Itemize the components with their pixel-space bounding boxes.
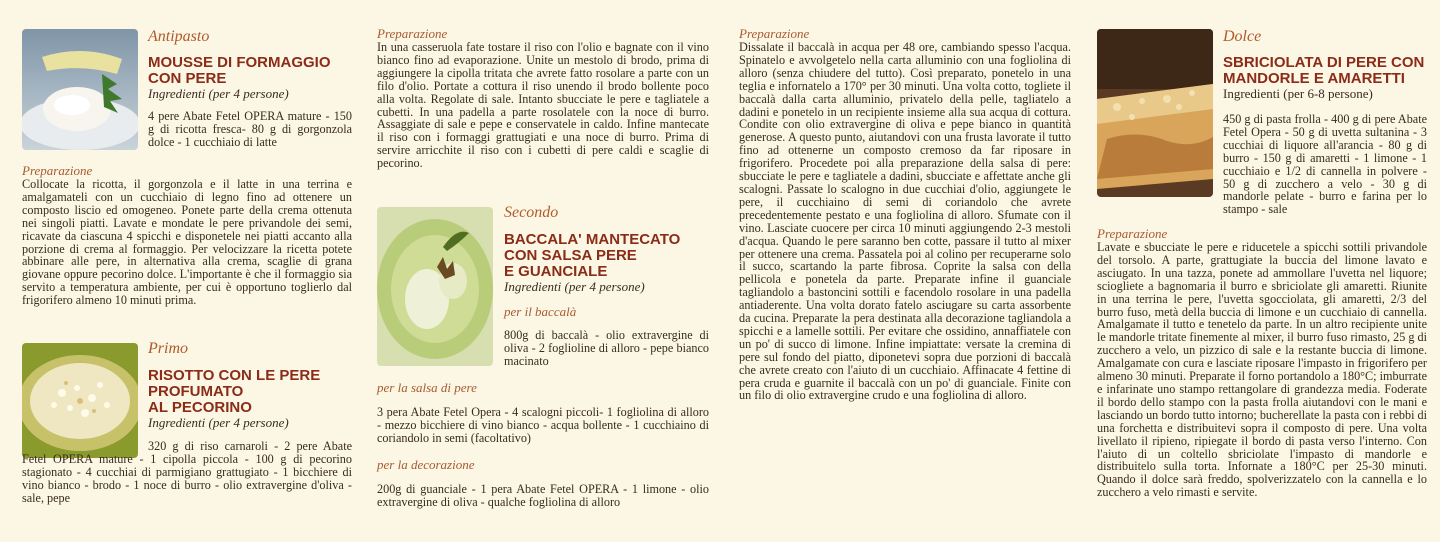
sub-label-decorazione: per la decorazione — [377, 457, 475, 472]
preparation-text: Collocate la ricotta, il gorgonzola e il latte in una terrina e amalgamateli con un cucchiaio di legno fino ad ottenere un composto liscio ed omogeneo. Ponete parte della crema ottenuta nei singoli piatti. Lavate e mondate le pere privandole dei semi, ricavate da ciascuna 4 spicchi e disponetele nei piatti accanto alla porzione di crema al formaggio. Per velocizzare la ricetta potete abbinare alle pere, in alternativa alla crema, scaglie di grana giovane oppure pecorino dolce. L'importante è che il formaggio sia servito a temperatura ambiente, per cui è opportuno toglierlo dal frigorifero almeno 10 minuti prima. — [22, 177, 352, 308]
course-label-antipasto: Antipasto — [148, 28, 210, 45]
recipe-title-sbriciolata: SBRICIOLATA DI PERE CON MANDORLE E AMARETTI — [1223, 54, 1425, 87]
ingredients-text: 4 pere Abate Fetel OPERA mature - 150 g di ricotta fresca- 80 g di gorgonzola dolce - 1 cucchiaio di latte — [148, 109, 352, 149]
ingredients-text: 450 g di pasta frolla - 400 g di pere Abate Fetel Opera - 50 g di uvetta sultanina - 3 cucchiai di liquore all'arancia - 80 g di burro - 150 g di amaretti - 1 limone - 1 cucchiaio e 1/2 di cannella in polvere - 50 g di zucchero a velo - 30 g di mandorle pelate - burro e farina per lo stampo - sale — [1223, 112, 1427, 217]
preparation-text: Lavate e sbucciate le pere e riducetele a spicchi sottili privandole del torsolo. A parte, grattugiate la buccia del limone lavato e asciugato. In una tazza, ponete ad ammollare l'uvetta nel liquore; sciogliete a bagnomaria il burro e sbriciolate gli amaretti. Riunite in una terrina le pere, l'uvetta sgocciolata, gli amaretti, 2/3 del burro fuso, metà della buccia di limone e un cucchiaio di cannella. Amalgamate il tutto e tenetelo da parte. In un altro recipiente unite le mandorle tritate finemente al mixer, il burro fuso rimasto, 25 g di zucchero a velo, un pizzico di sale e la restante buccia di limone. Amalgamate con cura e lasciate riposare l'impasto in frigorifero per almeno 30 minuti. Preparate il forno portandolo a 180°C; imburrate e infarinate uno stampo rettangolare di grandezza media. Foderate il bordo dello stampo con la pasta frolla aiutandovi con le mani e lasciando un bordo tutto intorno; bucherellate la pasta con i rebbi di una forchetta e distribuitevi sopra il composto di pere. Una volta livellato il ripieno, ripiegate il bordo di pasta verso l'interno. Con l'aiuto di un coltello sbriciolate l'impasto di mandorle e distribuitelo sulla torta. Infornate a 180°C per 25-30 minuti. Quando il dolce sarà freddo, spolverizzatelo con la cannella e lo zucchero a velo rimasti e servite. — [1097, 240, 1427, 500]
preparazione-label: Preparazione — [739, 26, 810, 41]
recipe-title-risotto: RISOTTO CON LE PERE PROFUMATO AL PECORINO — [148, 367, 321, 416]
ingredients-header: Ingredienti (per 4 persone) — [504, 279, 645, 294]
ingredients-header: Ingredienti (per 6-8 persone) — [1223, 86, 1373, 101]
ingredients-text: 320 g di riso carnaroli - 2 pere Abate Fetel OPERA mature - 1 cipolla piccola - 100 g di pecorino stagionato - 4 cucchiai di parmigiano grattugiato - 1 bicchiere di vino bianco - brodo - 1 noce di burro - olio extravergine d'oliva - sale, pepe — [22, 439, 352, 505]
column-risotto-prep-secondo — [377, 0, 709, 542]
course-label-secondo: Secondo — [504, 204, 559, 221]
mousse-photo — [22, 29, 138, 150]
sub-label-salsa: per la salsa di pere — [377, 380, 477, 395]
preparation-text: In una casseruola fate tostare il riso con l'olio e bagnate con il vino bianco fino ad evaporazione. Unite un mestolo di brodo, prima di aggiungere la cipolla tritata che avrete fatto rosolare a parte con un filo d'olio. Portate a cottura il riso unendo il brodo bollente poco alla volta. Regolate di sale. Intanto sbucciate le pere e tagliatele a cubetti. In una padella a parte rosolatele con la noce di burro. Assaggiate di sale e pepe e conservatele in caldo. Infine mantecate il riso con i formaggi grattugiati e una noce di burro. Prima di servire arricchite il riso con i cubetti di pere caldi e scaglie di pecorino. — [377, 40, 709, 171]
ingredients-header: Ingredienti (per 4 persone) — [148, 415, 289, 430]
course-label-primo: Primo — [148, 340, 188, 357]
preparazione-label: Preparazione — [1097, 226, 1168, 241]
baccala-photo — [377, 207, 493, 366]
sbriciolata-photo — [1097, 29, 1213, 197]
preparazione-label: Preparazione — [377, 26, 448, 41]
ingredients-header: Ingredienti (per 4 persone) — [148, 86, 289, 101]
ingredients-decorazione: 200g di guanciale - 1 pera Abate Fetel OPERA - 1 limone - olio extravergine di oliva - qualche fogliolina di alloro — [377, 482, 709, 509]
ingredients-baccala: 800g di baccalà - olio extravergine di oliva - 2 foglioline di alloro - pepe bianco macinato — [504, 328, 709, 368]
ingredients-salsa: 3 pera Abate Fetel Opera - 4 scalogni piccoli- 1 fogliolina di alloro - mezzo bicchiere di vino bianco - acqua bollente - 1 cucchiaino di coriandolo in semi (facoltativo) — [377, 405, 709, 445]
sub-label-baccala: per il baccalà — [504, 304, 577, 319]
recipe-title-mousse: MOUSSE DI FORMAGGIO CON PERE — [148, 54, 331, 87]
column-antipasto-primo — [22, 0, 352, 542]
preparazione-label: Preparazione — [22, 163, 93, 178]
course-label-dolce: Dolce — [1223, 28, 1262, 45]
column-baccala-prep — [739, 0, 1071, 542]
column-dolce — [1097, 0, 1427, 542]
recipe-title-baccala: BACCALA' MANTECATO CON SALSA PERE E GUANCIALE — [504, 231, 681, 280]
preparation-text: Dissalate il baccalà in acqua per 48 ore, cambiando spesso l'acqua. Spinatelo e avvolgetelo nella carta alluminio con una fogliolina di alloro (senza chiudere del tutto). Così preparato, ponetelo in una teglia e infornatelo a 170° per 30 minuti. Una volta cotto, togliete il baccalà dalla carta alluminio, privatelo della pelle, tagliatelo a dadini e ponetelo in un recipiente insieme alla sua acqua di cottura. Condite con olio extravergine di oliva e pepe bianco in quantità generose. A questo punto, aiutandovi con una frusta lavorate il tutto fino ad ottenerne un composto cremoso da far riposare in frigorifero. Procedete poi alla preparazione della salsa di pere: sbucciate le pere e tagliatele a dadini, sbucciate e affettate anche gli scalogni. Passate lo scalogno in due cucchiai d'olio, aggiungete le pere, il cucchiaino di semi di coriandolo che avrete precedentemente pestato e una fogliolina di alloro. Sfumate con il vino. Lasciate cuocere per circa 10 minuti aggiungendo 2-3 mestoli d'acqua. Quando le pere saranno ben cotte, passare il tutto al mixer per ottenere una crema. Passatela poi al colino per recuperarne solo il succo, scartando la parte fibrosa. Coprite la salsa con della pellicola e ponetela da parte. Preparate infine il guanciale tagliandolo a bastoncini sottili e facendolo rosolare in una padella antiaderente. Una volta dorato fatelo asciugare su carta assorbente da cucina. Preparate la pera destinata alla decorazione tagliandola a spicchi e a lamelle sottili. Per evitare che ossidino, annaffiatele con un po' di succo di limone. Infine impiattate: versate la cremina di pere sul fondo del piatto, diponetevi sopra due porzioni di baccalà che avrete creato con l'aiuto di un cucchiaio. Affinacate 4 fettine di pera cruda e guarnite il baccalà con un po' di guanciale. Finite con un filo di olio extravergine crudo e una fogliolina di alloro. — [739, 40, 1071, 403]
